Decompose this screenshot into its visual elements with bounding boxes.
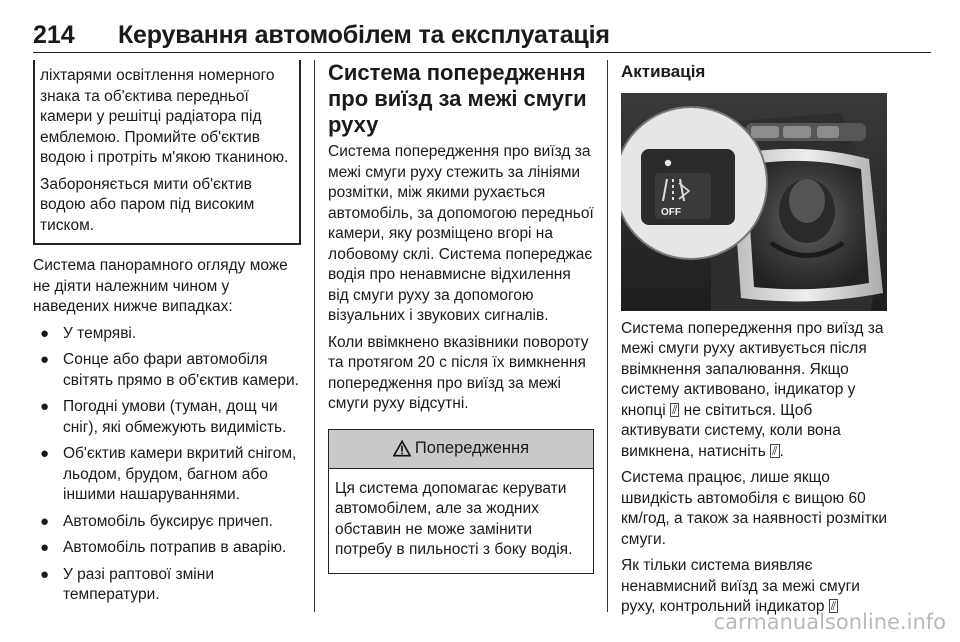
list-item-text: Автомобіль буксирує причеп. bbox=[63, 512, 273, 530]
warning-text: Ця система допомагає керувати автомобілем, але за жодних обставин не може замінити потребу в пильності з боку водія. bbox=[335, 479, 573, 558]
list-item bbox=[33, 350, 301, 391]
lane-departure-icon: ⫽ bbox=[671, 402, 678, 417]
bullet-icon: ● bbox=[40, 324, 50, 342]
bullet-icon: ● bbox=[40, 445, 50, 462]
watermark: carmanualsonline.info bbox=[713, 610, 946, 634]
note-paragraph: ліхтарями освітлення номерного знака та об'єктива передньої камери у решітці радіатора під емблемою. Промийте об'єктив водою і протріть м'якою тканиною. bbox=[40, 67, 289, 166]
list-item-text: У разі раптової зміни температури. bbox=[63, 565, 214, 603]
lane-departure-indicator-icon: ⫽ bbox=[830, 599, 837, 613]
text-span: . bbox=[779, 442, 784, 460]
list-item bbox=[33, 538, 301, 559]
warning-box bbox=[328, 429, 594, 574]
body-paragraph: Система попередження про виїзд за межі смуги руху стежить за лініями розмітки, між якими рухається автомобіль, за допомогою передньої камери, яку розміщено вгорі на лобовому склі. Система попереджає водія про ненавмисне відхилення від смуги руху за допомогою візуальних і звукових сигналів. bbox=[328, 143, 594, 324]
lane-departure-icon: ⫽ bbox=[772, 443, 778, 458]
body-paragraph: Система працює, лише якщо швидкість автомобіля є вищою 60 км/год, а також за наявності розмітки смуги. bbox=[621, 469, 887, 548]
list-item-text: Автомобіль потрапив в аварію. bbox=[63, 539, 287, 556]
list-item-text: Сонце або фари автомобіля світять прямо в об'єктив камери. bbox=[63, 351, 299, 389]
note-box bbox=[33, 60, 301, 245]
text-span: не світиться. Щоб активувати систему, коли вона вимкнена, натисніть bbox=[621, 401, 841, 460]
list-item-text: У темряві. bbox=[63, 324, 137, 342]
list-item bbox=[33, 324, 301, 345]
left-column bbox=[33, 60, 301, 612]
page-header bbox=[33, 18, 931, 53]
list-item-text: Об'єктив камери вкритий снігом, льодом, брудом, багном або іншими нашаруваннями. bbox=[63, 445, 297, 503]
middle-column bbox=[328, 60, 594, 574]
list-item bbox=[33, 444, 301, 506]
note-paragraph: Забороняється мити об'єктив водою або паром під високим тиском. bbox=[40, 175, 255, 234]
page-number: 214 bbox=[33, 21, 75, 49]
right-column bbox=[621, 60, 887, 624]
off-button-label: OFF bbox=[661, 206, 681, 218]
list-item-text: Погодні умови (туман, дощ чи сніг), які обмежують видимість. bbox=[63, 398, 287, 436]
column-divider bbox=[314, 60, 315, 612]
list-item bbox=[33, 512, 301, 533]
conditions-list bbox=[33, 324, 301, 606]
text-span: Як тільки система виявляє ненавмисний виїзд за межі смуги руху, контрольний індикатор bbox=[621, 557, 860, 615]
console-photo bbox=[621, 93, 887, 311]
bullet-icon: ● bbox=[40, 539, 50, 556]
intro-paragraph: Система панорамного огляду може не діяти належним чином у наведених нижче випадках: bbox=[33, 257, 288, 315]
bullet-icon: ● bbox=[40, 398, 50, 415]
page-title: Керування автомобілем та експлуатація bbox=[118, 21, 610, 49]
warning-triangle-icon bbox=[393, 440, 411, 457]
section-title: Система попередження про виїзд за межі смуги руху bbox=[328, 60, 587, 137]
list-item bbox=[33, 397, 301, 438]
bullet-icon: ● bbox=[40, 565, 50, 583]
bullet-icon: ● bbox=[40, 351, 50, 368]
warning-title: Попередження bbox=[414, 439, 530, 458]
subheading: Активація bbox=[621, 62, 706, 81]
bullet-icon: ● bbox=[40, 512, 50, 530]
column-divider bbox=[607, 60, 608, 612]
text-span: Система попередження про виїзд за межі смуги руху активується після ввімкнення запалювання. Якщо систему активовано, індикатор у кнопці bbox=[621, 319, 884, 419]
body-paragraph bbox=[621, 319, 887, 463]
warning-header bbox=[329, 430, 593, 469]
body-paragraph bbox=[621, 556, 887, 618]
body-paragraph: Коли ввімкнено вказівники повороту та протягом 20 с після їх вимкнення попередження про виїзд за межі смуги руху відсутні. bbox=[328, 333, 589, 412]
list-item bbox=[33, 565, 301, 606]
